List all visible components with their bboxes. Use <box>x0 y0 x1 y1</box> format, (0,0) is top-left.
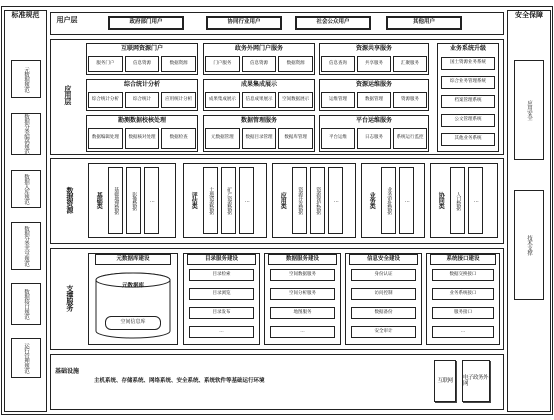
app-sub-item <box>357 128 391 149</box>
support-item-label: 数据备份 <box>374 309 393 315</box>
app-sub-label: 门户服务 <box>213 60 232 66</box>
app-sub-item <box>393 128 427 149</box>
data-sub-label: 资源开发数据 <box>297 187 304 214</box>
net-label: 电子政务外网 <box>463 374 489 387</box>
data-group-name: 评估类 <box>190 192 198 209</box>
support-item <box>189 288 254 300</box>
upgrade-item-label: 公文管理系统 <box>454 117 482 123</box>
support-item-label: 目录检索 <box>212 271 231 277</box>
support-item-label: 目录浏览 <box>212 290 231 296</box>
support-item-label: 业务系统接口 <box>449 290 477 296</box>
app-sub-label: 数据库管理 <box>284 135 307 141</box>
app-sub-item <box>278 56 313 72</box>
app-sub-item <box>125 92 160 108</box>
app-sub-label: 数据资源 <box>169 60 188 66</box>
app-sub-label: 信息查询 <box>329 60 347 66</box>
upgrade-item <box>441 95 495 108</box>
support-item-label: 访问控制 <box>374 290 393 296</box>
support-column-title-label: 目录服务建设 <box>204 255 238 262</box>
data-sub-item <box>310 167 325 234</box>
app-group-title: 数据管理服务 <box>240 116 277 124</box>
left-standard-item <box>11 283 41 325</box>
support-column-title <box>430 254 496 265</box>
upgrade-item-label: 其他业务系统 <box>454 136 482 142</box>
app-sub-item <box>161 128 196 149</box>
cylinder-top-label: 元数据库 <box>121 283 144 290</box>
support-column-title-label: 信息安全建设 <box>366 255 400 262</box>
app-sub-item <box>321 92 355 108</box>
app-sub-item <box>393 92 427 108</box>
right-item-label: 应用安全 <box>526 100 533 120</box>
metadata-build-title: 元数据库建设 <box>95 254 171 265</box>
data-sub-item <box>328 167 343 234</box>
app-sub-label: 数据管理 <box>365 96 383 102</box>
app-sub-item <box>242 92 277 108</box>
support-item <box>432 326 494 338</box>
app-group-title: 勘测数据校核处理 <box>117 116 166 124</box>
left-standard-label: 元数据规范 <box>23 66 30 92</box>
left-standard-item <box>11 170 41 208</box>
app-sub-item <box>88 56 123 72</box>
app-sub-label: 平台运维 <box>329 135 347 141</box>
app-sub-label: 资源服务 <box>401 96 419 102</box>
app-group-title: 综合统计分析 <box>123 80 160 88</box>
left-standard-label: 数据分类编码规范 <box>23 114 30 154</box>
support-item <box>270 326 335 338</box>
data-sub-label: … <box>333 197 340 204</box>
support-item <box>270 307 335 319</box>
left-standard-item <box>11 113 41 155</box>
data-sub-label: … <box>149 197 156 204</box>
user-group-box <box>108 16 184 30</box>
app-group-title: 资源运维服务 <box>355 80 392 88</box>
app-sub-item <box>357 92 391 108</box>
infrastructure-text: 主机系统、存储系统、网络系统、安全系统、系统软件等基础运行环境 <box>94 378 265 385</box>
user-layer-label: 用户层 <box>56 16 78 24</box>
user-group-label: 其他用户 <box>412 19 435 26</box>
support-item-label: 地图服务 <box>293 309 312 315</box>
app-sub-label: 综合统计 <box>132 96 151 102</box>
app-group-title: 平台运维服务 <box>355 116 392 124</box>
data-sub-label: 人口数据 <box>455 191 462 210</box>
support-item <box>270 269 335 281</box>
app-sub-label: 数据核对处理 <box>128 135 156 141</box>
right-item-application-security <box>514 60 544 160</box>
app-sub-item <box>161 92 196 108</box>
support-column-title-label: 系统接口建设 <box>446 255 480 262</box>
net-label: 互联网 <box>437 377 453 384</box>
support-item <box>432 288 494 300</box>
support-column-title-label: 数据服务建设 <box>285 255 319 262</box>
data-group-name: 协同类 <box>437 192 445 209</box>
upgrade-item-label: 国土资源业务系统 <box>450 60 486 66</box>
support-item <box>432 269 494 281</box>
app-sub-label: 空间数据展示 <box>282 96 310 102</box>
infrastructure-layer-label: 基础设施 <box>55 368 80 375</box>
right-item-tech-support <box>514 190 544 300</box>
support-item-label: 身份认证 <box>374 271 393 277</box>
left-standard-item <box>11 60 41 98</box>
app-group-title: 成果集成展示 <box>240 80 277 88</box>
app-sub-label: 成果集成展示 <box>208 96 236 102</box>
upgrade-item <box>441 57 495 70</box>
left-standard-item <box>11 222 41 270</box>
app-sub-label: 日志服务 <box>365 135 383 141</box>
app-sub-label: 信息成果展示 <box>245 96 273 102</box>
app-sub-item <box>205 92 240 108</box>
app-sub-label: 数据资源 <box>286 60 305 66</box>
app-sub-item <box>321 56 355 72</box>
app-sub-item <box>278 92 313 108</box>
application-layer-label: 应用层 <box>63 85 72 105</box>
data-sub-item <box>468 167 483 234</box>
app-sub-label: 服务门户 <box>96 60 115 66</box>
app-sub-item <box>125 56 160 72</box>
app-sub-item <box>205 56 240 72</box>
upgrade-item <box>441 133 495 146</box>
app-sub-label: 运维管理 <box>329 96 347 102</box>
app-sub-label: 元数据管理 <box>211 135 234 141</box>
app-sub-label: 综合统计分析 <box>91 96 119 102</box>
app-sub-label: 汇聚服务 <box>401 60 419 66</box>
data-sub-item <box>239 167 254 234</box>
app-sub-item <box>357 56 391 72</box>
app-sub-item <box>278 128 313 149</box>
app-group-title: 政务外网门户服务 <box>234 44 283 52</box>
data-group-name: 应用类 <box>279 192 287 209</box>
app-sub-item <box>88 128 123 149</box>
right-item-label: 技术支撑 <box>526 235 533 255</box>
app-sub-label: 应用统计分析 <box>165 96 193 102</box>
data-sub-item <box>144 167 159 234</box>
cylinder-mid-box: 空间信息库 <box>105 316 161 330</box>
left-standard-label: 数据入库规范 <box>23 174 30 204</box>
upgrade-item <box>441 76 495 89</box>
user-group-box <box>295 16 371 30</box>
data-sub-item <box>450 167 465 234</box>
support-item-label: … <box>460 328 466 334</box>
data-sub-item <box>108 167 123 234</box>
support-column-title <box>187 254 256 265</box>
data-sub-label: 土地资源数据 <box>208 187 215 214</box>
user-group-box <box>206 16 282 30</box>
data-sub-item <box>221 167 236 234</box>
app-sub-item <box>242 56 277 72</box>
data-sub-label: 资源保护数据 <box>315 187 322 214</box>
data-sub-label: … <box>473 197 480 204</box>
user-group-label: 社会公众用户 <box>316 19 350 26</box>
support-item-label: 服务接口 <box>454 309 472 315</box>
app-sub-item <box>161 56 196 72</box>
support-item-label: 空间数据服务 <box>289 271 316 277</box>
support-item-label: 空间分析服务 <box>289 290 316 296</box>
support-item-label: … <box>219 328 224 334</box>
support-item <box>351 288 416 300</box>
upgrade-item-label: 档案管理系统 <box>454 98 482 104</box>
data-sub-item <box>399 167 414 234</box>
data-sub-label: 业务审批数据 <box>386 187 393 214</box>
app-sub-label: 系统运行监控 <box>396 135 424 141</box>
data-sub-item <box>381 167 396 234</box>
upgrade-item-label: 综合业务管理系统 <box>450 79 486 85</box>
app-sub-label: 共享服务 <box>365 60 383 66</box>
left-standard-label: 数据接口规范 <box>23 289 30 319</box>
support-item-label: 目录发布 <box>212 309 231 315</box>
left-column-title: 标准规范 <box>11 11 40 19</box>
data-sub-item <box>126 167 141 234</box>
left-standard-item <box>11 338 41 378</box>
upgrade-title: 业务系统升级 <box>449 44 486 52</box>
support-item-label: 安全审计 <box>374 328 393 334</box>
data-sub-item <box>292 167 307 234</box>
app-sub-label: 数据编辑处理 <box>91 135 119 141</box>
app-group-title: 互联网资源门户 <box>120 44 163 52</box>
support-column-title <box>349 254 418 265</box>
app-sub-item <box>321 128 355 149</box>
app-sub-label: 数据目录管理 <box>245 135 273 141</box>
support-item <box>189 326 254 338</box>
data-sub-label: 影像数据 <box>131 191 138 210</box>
support-layer-label: 支撑服务 <box>65 285 74 311</box>
data-layer-label: 数据资源 <box>65 187 74 213</box>
user-group-label: 协同行业用户 <box>227 19 261 26</box>
data-sub-item <box>203 167 218 234</box>
data-sub-label: 基础地理数据 <box>113 187 120 214</box>
support-item <box>270 288 335 300</box>
left-standard-label: 数据分类共享规范 <box>23 226 30 266</box>
support-item <box>189 269 254 281</box>
support-item <box>189 307 254 319</box>
left-standard-label: 运行管理规范 <box>23 343 30 373</box>
app-sub-item <box>88 92 123 108</box>
data-sub-label: … <box>404 197 411 204</box>
app-sub-label: 信息资源 <box>249 60 268 66</box>
net-internet-box <box>434 360 456 402</box>
net-egov-box <box>462 360 490 402</box>
app-sub-label: 数据检查 <box>169 135 188 141</box>
support-item-label: 数据交换接口 <box>449 271 477 277</box>
user-group-label: 政府部门用户 <box>129 19 163 26</box>
data-group-name: 业务类 <box>368 192 376 209</box>
app-sub-item <box>242 128 277 149</box>
support-item <box>351 269 416 281</box>
data-sub-label: … <box>244 197 251 204</box>
app-sub-item <box>393 56 427 72</box>
user-group-box <box>386 16 462 30</box>
support-item-label: … <box>300 328 305 334</box>
support-item <box>351 307 416 319</box>
app-sub-item <box>205 128 240 149</box>
support-column-title <box>268 254 337 265</box>
right-column-title: 安全保障 <box>515 11 543 19</box>
app-sub-item <box>125 128 160 149</box>
app-sub-label: 信息资源 <box>132 60 151 66</box>
data-group-name: 基础类 <box>95 192 103 209</box>
app-group-title: 资源共享服务 <box>355 44 392 52</box>
support-item <box>351 326 416 338</box>
data-sub-label: 矿产资源数据 <box>226 187 233 214</box>
support-item <box>432 307 494 319</box>
upgrade-item <box>441 114 495 127</box>
